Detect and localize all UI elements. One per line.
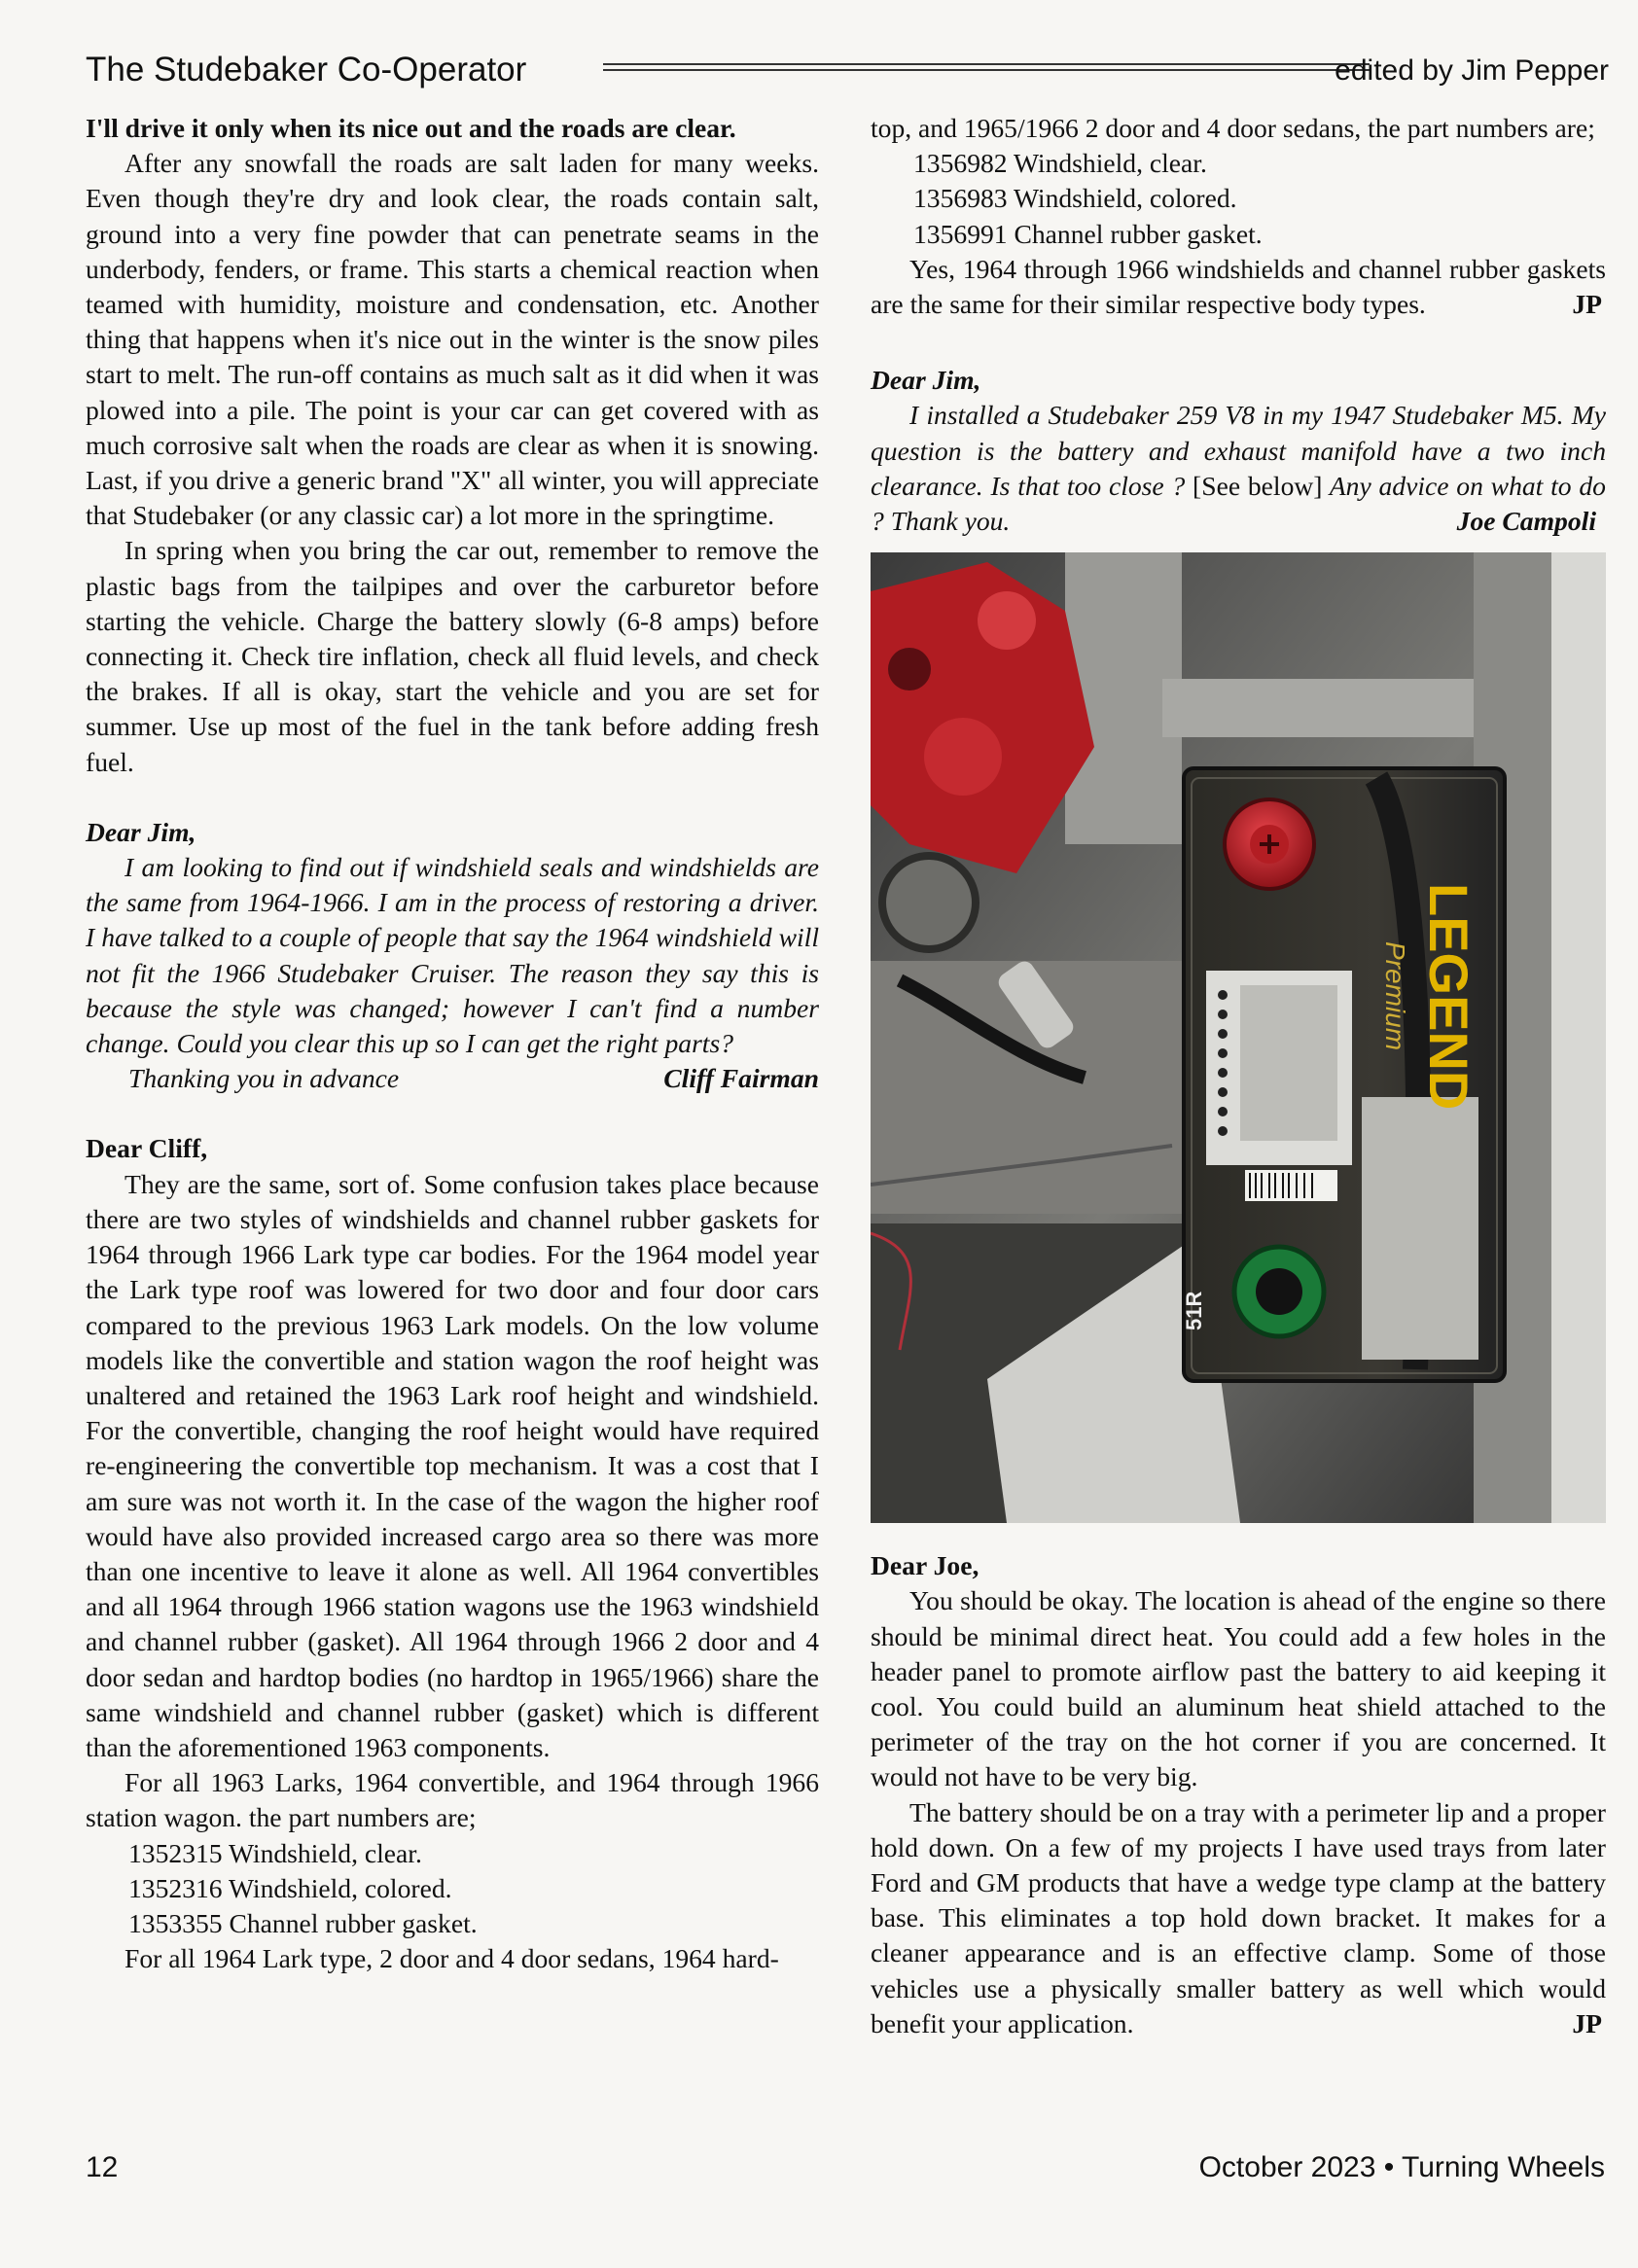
battery-photo-illustration <box>871 552 1606 1523</box>
engine-bay-photo <box>871 552 1606 1523</box>
column-title: The Studebaker Co-Operator <box>86 51 527 89</box>
article-heading: I'll drive it only when its nice out and the roads are clear. <box>86 113 736 143</box>
part-number-item: 1356982 Windshield, clear. <box>913 148 1207 179</box>
reply-salutation: Dear Joe, <box>871 1550 979 1581</box>
reply-salutation: Dear Cliff, <box>86 1133 208 1164</box>
reply-paragraph <box>871 252 1606 322</box>
letter-bracket-note: [See below] <box>1193 470 1323 501</box>
article-paragraph: In spring when you bring the car out, remember to remove the plastic bags from the tailpipes and over the carburetor before starting the vehicle. Charge the battery slowly (6-8 amps) before connecting it. Check tire inflation, check all fluid levels, and check the brakes. If all is okay, start the vehicle and you are set for summer. Use up most of the fuel in the tank before adding fresh fuel. <box>86 535 819 777</box>
part-number-item: 1356983 Windshield, colored. <box>913 183 1237 214</box>
part-number-item: 1353355 Channel rubber gasket. <box>128 1907 478 1938</box>
page-number: 12 <box>86 2151 119 2183</box>
header-double-rule <box>603 63 1370 71</box>
reply-closing-text: Yes, 1964 through 1966 windshields and channel rubber gaskets are the same for their similar respective body types. <box>871 253 1606 320</box>
battery-sub-text: Premium <box>1380 941 1410 1051</box>
letter-signoff <box>86 1061 819 1096</box>
letter-body <box>871 398 1606 539</box>
reply-initials: JP <box>1572 2007 1602 2038</box>
letter-body: I am looking to find out if windshield seals and windshields are the same from 1964-1966. I am in the process of restoring a driver. I have talked to a couple of people that say the 1964 windshield will not fit the 1966 Studebaker Cruiser. The reason they say this is because the style was changed; however I can't find a number change. Could you clear this up so I can get the right parts? <box>86 852 819 1059</box>
left-column <box>86 111 819 1976</box>
part-number-item: 1352316 Windshield, colored. <box>128 1872 452 1903</box>
reply-paragraph: For all 1964 Lark type, 2 door and 4 door sedans, 1964 hard- <box>125 1943 779 1974</box>
letter-salutation: Dear Jim, <box>86 816 196 847</box>
reply-closing-text: The battery should be on a tray with a perimeter lip and a proper hold down. On a few of my projects I have used trays from later Ford and GM products that have a wedge type clamp at the battery base. This eliminates a top hold down bracket. It makes for a cleaner appearance and is an effective clamp. Some of those vehicles use a physically smaller battery as well which would benefit your application. <box>871 1796 1606 2038</box>
reply-paragraph-continued: top, and 1965/1966 2 door and 4 door sedans, the part numbers are; <box>871 113 1595 143</box>
battery-brand-text: LEGEND <box>1418 883 1479 1111</box>
right-column <box>871 111 1606 2041</box>
letter-body-text: Any advice on what to do ? Thank you. <box>871 470 1606 537</box>
letter-salutation: Dear Jim, <box>871 365 981 396</box>
reply-paragraph: They are the same, sort of. Some confusion takes place because there are two styles of windshields and channel rubber gaskets for 1964 through 1966 Lark type car bodies. For the 1964 model year the Lark type roof was lowered for two door and four door cars compared to the previous 1963 Lark models. On the low volume models like the convertible and station wagon the roof height was unaltered and retained the 1963 Lark roof height and windshield. For the convertible, changing the roof height would have required re-engineering the convertible top mechanism. It was a cost that I am sure was not worth it. In the case of the wagon the higher roof would have also provided increased cargo area so there was more than one incentive to leave it alone as well. All 1964 convertibles and all 1964 through 1966 station wagons use the 1963 windshield and channel rubber (gasket). All 1964 through 1966 2 door and 4 door sedan and hardtop bodies (no hardtop in 1965/1966) share the same windshield and channel rubber (gasket) which is different than the aforementioned 1963 components. <box>86 1168 819 1762</box>
letter-signature: Joe Campoli <box>1456 506 1596 537</box>
letter-body-text: I installed a Studebaker 259 V8 in my 1947 Studebaker M5. My question is the battery and exhaust manifold have a two inch clearance. Is that too close ? <box>871 400 1606 501</box>
reply-initials: JP <box>1572 289 1602 320</box>
part-number-item: 1356991 Channel rubber gasket. <box>913 218 1263 249</box>
reply-paragraph: You should be okay. The location is ahead of the engine so there should be minimal direct heat. You could add a few holes in the header panel to promote airflow past the battery to aid keeping it cool. You could build an aluminum heat shield attached to the perimeter of the tray on the hot corner if you are concerned. It would not have to be very big. <box>871 1585 1606 1792</box>
letter-signature: Cliff Fairman <box>663 1063 819 1094</box>
issue-footer: October 2023 • Turning Wheels <box>1198 2151 1605 2183</box>
article-paragraph: After any snowfall the roads are salt laden for many weeks. Even though they're dry and look clear, the roads contain salt, ground into a very fine powder that can penetrate seams in the underbody, fenders, or frame. This starts a chemical reaction when teamed with humidity, moisture and condensation, etc. Another thing that happens when it's nice out in the winter is the snow piles start to melt. The run-off contains as much salt as it did when it was plowed into a pile. The point is your car can get covered with as much corrosive salt when the roads are clear as when it is snowing. Last, if you drive a generic brand "X" all winter, you will appreciate that Studebaker (or any classic car) a lot more in the springtime. <box>86 148 819 531</box>
column-editor: edited by Jim Pepper <box>1335 54 1609 87</box>
page-header <box>86 51 1609 97</box>
letter-closing: Thanking you in advance <box>128 1063 400 1094</box>
reply-paragraph: For all 1963 Larks, 1964 convertible, and 1964 through 1966 station wagon. the part numbers are; <box>86 1767 819 1833</box>
reply-paragraph <box>871 1795 1606 2041</box>
part-number-item: 1352315 Windshield, clear. <box>128 1837 422 1868</box>
battery-code-text: 51R <box>1182 1291 1206 1331</box>
